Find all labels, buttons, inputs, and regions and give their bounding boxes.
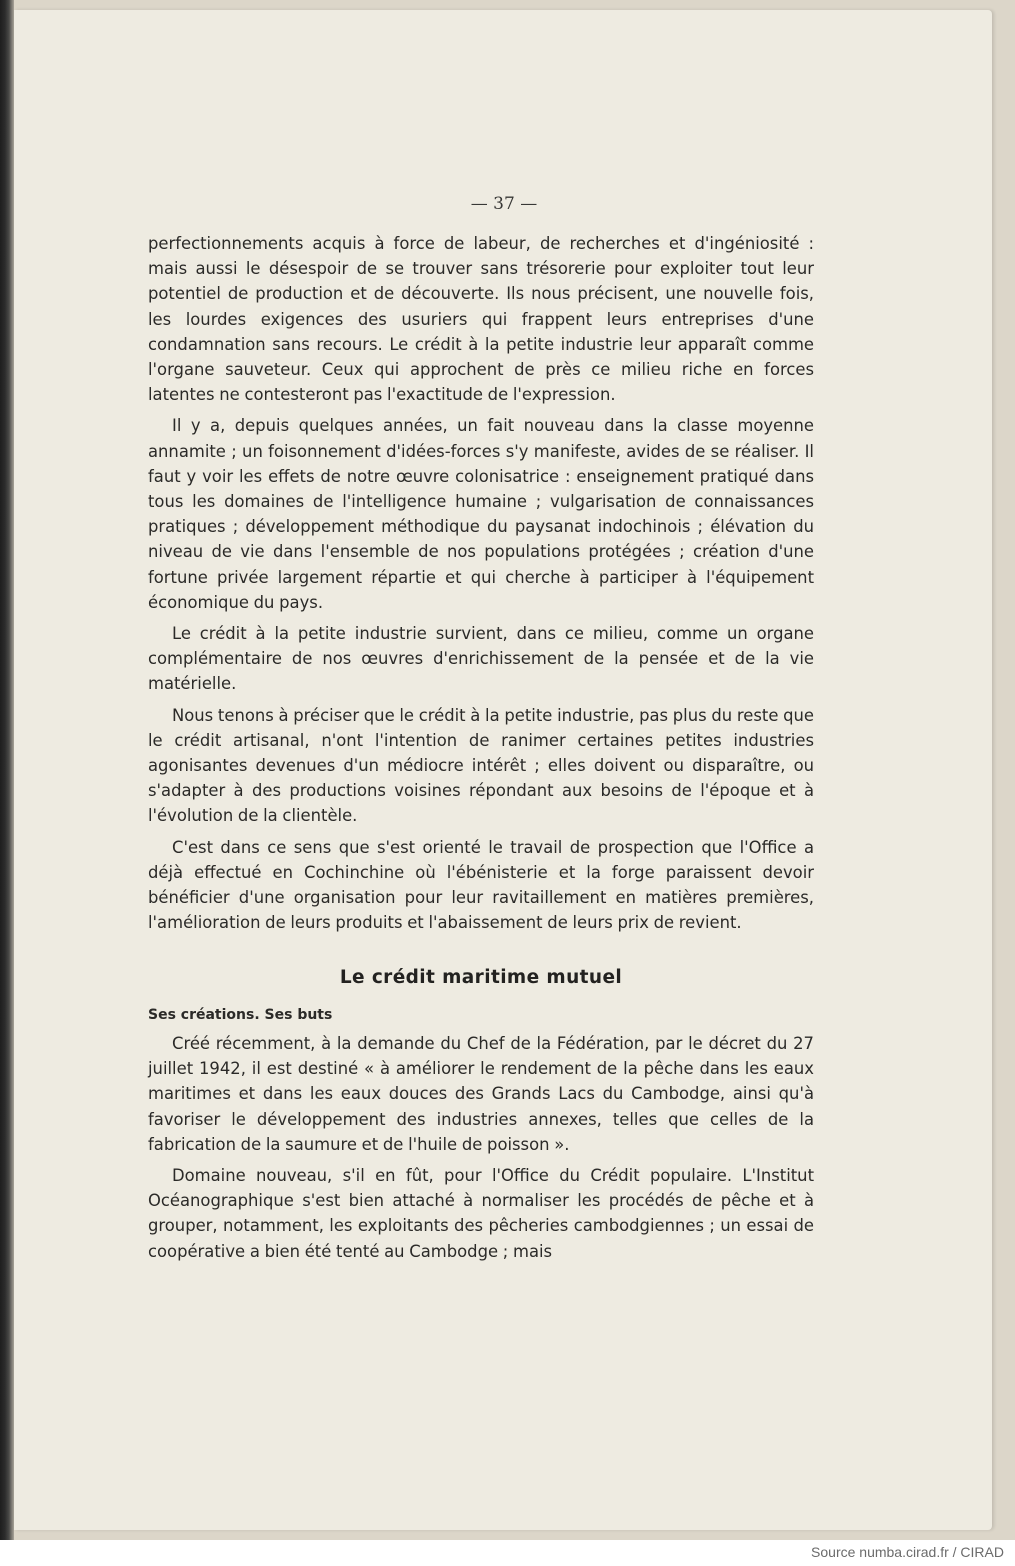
section-heading: Le crédit maritime mutuel (339, 967, 623, 989)
footer-bar (0, 1540, 1015, 1566)
paragraph: C'est dans ce sens que s'est orienté le travail de prospection que l'Office a déjà effectué en Cochinchine où l'ébénisterie et la forge paraissent devoir bénéficier d'une organisation pour leur ravitaillement en matières premières, l'amélioration de leurs produits et l'abaissement de leurs prix de revient. (148, 837, 814, 933)
paragraph: Le crédit à la petite industrie survient, dans ce milieu, comme un organe complémentaire de nos œuvres d'enrichissement de la pensée et de la vie matérielle. (148, 624, 814, 694)
book-binding-edge (0, 0, 14, 1540)
paragraph: Il y a, depuis quelques années, un fait nouveau dans la classe moyenne annamite ; un foisonnement d'idées-forces s'y manifeste, avides de se réaliser. Il faut y voir les effets de notre œuvre colonisatrice : enseignement pratiqué dans tous les domaines de l'intelligence humaine ; vulgarisation de connaissances pratiques ; développement méthodique du paysanat indochinois ; élévation du niveau de vie dans l'ensemble de nos populations protégées ; création d'une fortune privée largement répartie et qui cherche à participer à l'équipement économique du pays. (148, 416, 814, 612)
paragraph: Créé récemment, à la demande du Chef de la Fédération, par le décret du 27 juillet 1942, il est destiné « à améliorer le rendement de la pêche dans les eaux maritimes et dans les eaux douces des Grands Lacs du Cambodge, ainsi qu'à favoriser le développement des industries annexes, telles que celles de la fabrication de la saumure et de l'huile de poisson ». (148, 1033, 814, 1154)
paragraph: Nous tenons à préciser que le crédit à la petite industrie, pas plus du reste que le crédit artisanal, n'ont l'intention de ranimer certaines petites industries agonisantes devenues d'un médiocre intérêt ; elles doivent ou disparaître, ou s'adapter à des productions voisines répondant aux besoins de l'époque et à l'évolution de la clientèle. (148, 705, 814, 826)
text-block (148, 231, 814, 1270)
paragraph: Domaine nouveau, s'il en fût, pour l'Office du Crédit populaire. L'Institut Océanographique s'est bien attaché à normaliser les procédés de pêche et à grouper, notamment, les exploitants des pêcheries cambodgiennes ; un essai de coopérative a bien été tenté au Cambodge ; mais (148, 1165, 814, 1261)
paragraph: perfectionnements acquis à force de labeur, de recherches et d'ingéniosité : mais aussi le désespoir de se trouver sans trésorerie pour exploiter tout leur potentiel de production et de découverte. Ils nous précisent, une nouvelle fois, les lourdes exigences des usuriers qui frappent leurs entreprises d'une condamnation sans recours. Le crédit à la petite industrie leur apparaît comme l'organe sauveteur. Ceux qui approchent de près ce milieu riche en forces latentes ne contesteront pas l'exactitude de l'expression. (148, 234, 814, 405)
source-credit: Source numba.cirad.fr / CIRAD (811, 1544, 1004, 1560)
page-number: — 37 — (470, 194, 538, 214)
section-subheading: Ses créations. Ses buts (148, 1006, 333, 1023)
